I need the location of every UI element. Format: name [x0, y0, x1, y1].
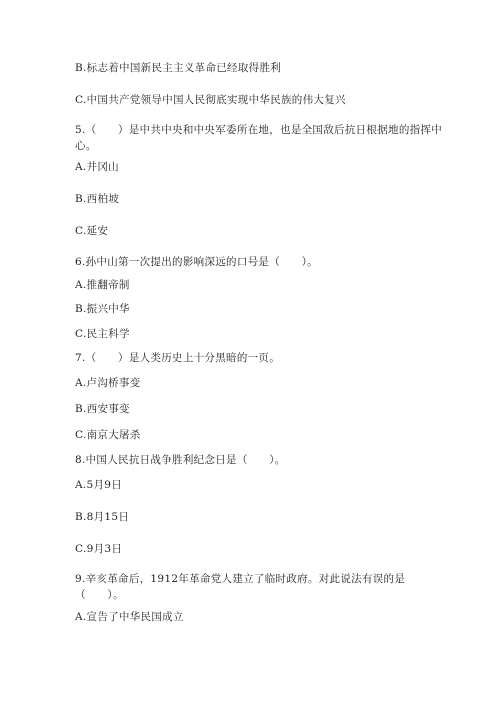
option-c-q7: C.南京大屠杀 — [75, 429, 141, 441]
option-a-q9: A.宣告了中华民国成立 — [75, 611, 184, 623]
question-9-line-2: （ ）。 — [75, 589, 124, 601]
option-c-q5: C.延安 — [75, 225, 109, 237]
option-a-q5: A.井冈山 — [75, 161, 119, 173]
option-b-q4: B.标志着中国新民主主义革命已经取得胜利 — [75, 62, 282, 74]
option-c-q6: C.民主科学 — [75, 328, 130, 340]
question-5-line-1: 5.（ ）是中共中央和中央军委所在地，也是全国敌后抗日根据地的指挥中 — [75, 124, 443, 136]
option-a-q8: A.5月9日 — [75, 479, 123, 491]
option-b-q6: B.振兴中华 — [75, 303, 130, 315]
question-6: 6.孙中山第一次提出的影响深远的口号是（ ）。 — [75, 256, 318, 268]
option-b-q8: B.8月15日 — [75, 511, 130, 523]
option-b-q7: B.西安事变 — [75, 403, 130, 415]
option-c-q4: C.中国共产党领导中国人民彻底实现中华民族的伟大复兴 — [75, 94, 346, 106]
question-9-line-1: 9.辛亥革命后，1912年革命党人建立了临时政府。对此说法有误的是 — [75, 573, 406, 585]
option-a-q7: A.卢沟桥事变 — [75, 377, 141, 389]
question-5-line-2: 心。 — [75, 140, 97, 152]
question-7: 7.（ ）是人类历史上十分黑暗的一页。 — [75, 352, 281, 364]
option-b-q5: B.西柏坡 — [75, 193, 120, 205]
question-8: 8.中国人民抗日战争胜利纪念日是（ ）。 — [75, 454, 286, 466]
option-a-q6: A.推翻帝制 — [75, 279, 130, 291]
option-c-q8: C.9月3日 — [75, 543, 123, 555]
